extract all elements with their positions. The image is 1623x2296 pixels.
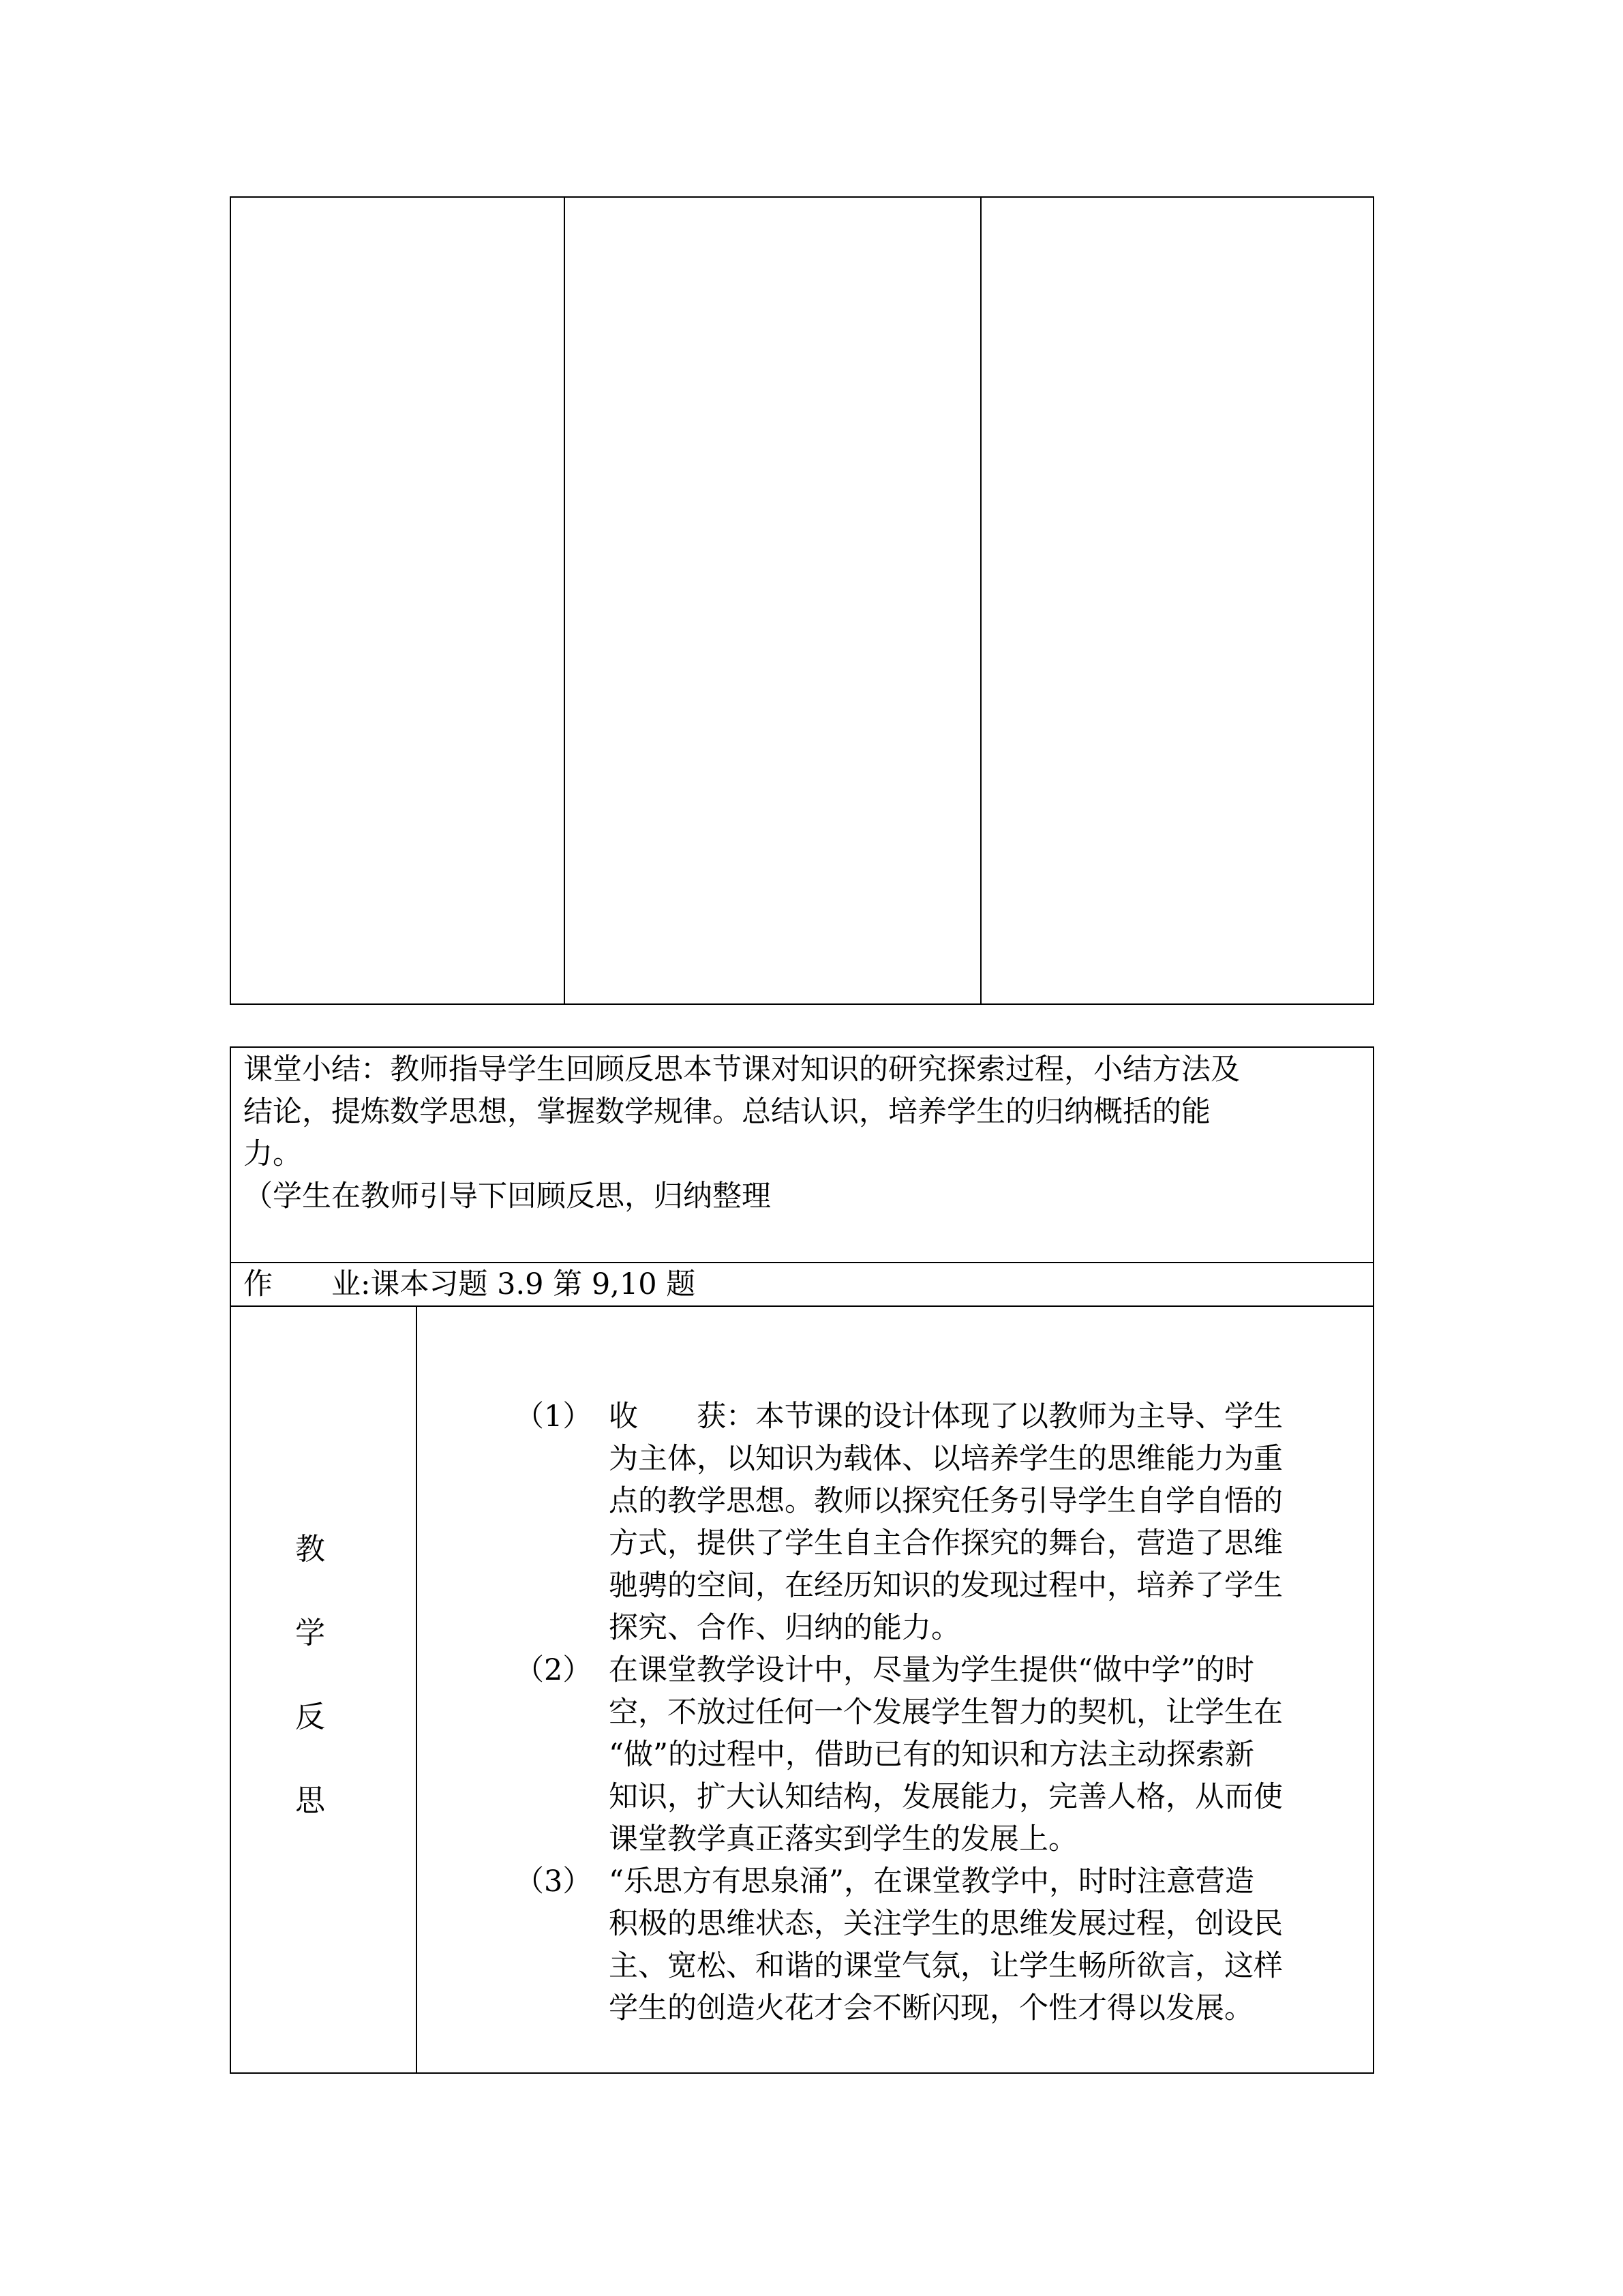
item-line: 收 获：本节课的设计体现了以教师为主导、学生 [609,1400,1283,1434]
item-body [609,1860,1283,2029]
item-line: 主、宽松、和谐的课堂气氛，让学生畅所欲言，这样 [609,1949,1283,1983]
item-body [609,1649,1283,1860]
item-line: 为主体，以知识为载体、以培养学生的思维能力为重 [609,1442,1283,1476]
item-number: （3） [515,1864,592,1899]
bottom-table-border-left [230,1046,231,2074]
top-table-border-right [1373,196,1374,1005]
reflection-label-char: 反 [295,1700,325,1734]
summary-line: （学生在教师引导下回顾反思，归纳整理 [243,1179,771,1213]
reflection-label-char: 教 [295,1532,325,1567]
top-table-divider-2 [980,196,982,1005]
reflection-label-char: 学 [295,1616,325,1650]
item-line: 知识，扩大认知结构，发展能力，完善人格，从而使 [609,1780,1283,1814]
item-line: “做”的过程中，借助已有的知识和方法主动探索新 [609,1738,1254,1772]
reflection-label-char: 思 [295,1783,325,1818]
class-summary [243,1048,1240,1218]
reflection-label-divider [416,1305,417,2074]
item-line: 探究、合作、归纳的能力。 [609,1611,960,1645]
bottom-table-border-right [1373,1046,1374,2074]
item-number: （1） [515,1400,592,1434]
top-table-border-left [230,196,231,1005]
summary-line: 结论，提炼数学思想，掌握数学规律。总结认识，培养学生的归纳概括的能 [243,1095,1211,1129]
item-line: 学生的创造火花才会不断闪现，个性才得以发展。 [609,1991,1254,2025]
item-line: 积极的思维状态，关注学生的思维发展过程，创设民 [609,1907,1283,1941]
item-line: 方式，提供了学生自主合作探究的舞台，营造了思维 [609,1526,1283,1560]
item-body [609,1395,1283,1649]
summary-line: 力。 [243,1137,302,1171]
bottom-table-border-bottom [230,2072,1374,2074]
item-number: （2） [515,1653,592,1687]
item-line: 空，不放过任何一个发展学生智力的契机，让学生在 [609,1695,1283,1729]
item-line: 在课堂教学设计中，尽量为学生提供“做中学”的时 [609,1653,1254,1687]
top-table-divider-1 [564,196,565,1005]
item-line: “乐思方有思泉涌”，在课堂教学中，时时注意营造 [609,1864,1254,1899]
item-line: 驰骋的空间，在经历知识的发现过程中，培养了学生 [609,1569,1283,1603]
item-line: 课堂教学真正落实到学生的发展上。 [609,1822,1078,1856]
summary-line: 课堂小结：教师指导学生回顾反思本节课对知识的研究探索过程，小结方法及 [243,1053,1240,1087]
top-table-border-top [230,196,1374,198]
top-table-border-bottom [230,1003,1374,1005]
item-line: 点的教学思想。教师以探究任务引导学生自学自悟的 [609,1484,1283,1518]
homework-text: 作 业:课本习题 3.9 第 9,10 题 [243,1267,696,1301]
bottom-table-border-top [230,1046,1374,1048]
reflection-row-top [230,1305,1374,1307]
